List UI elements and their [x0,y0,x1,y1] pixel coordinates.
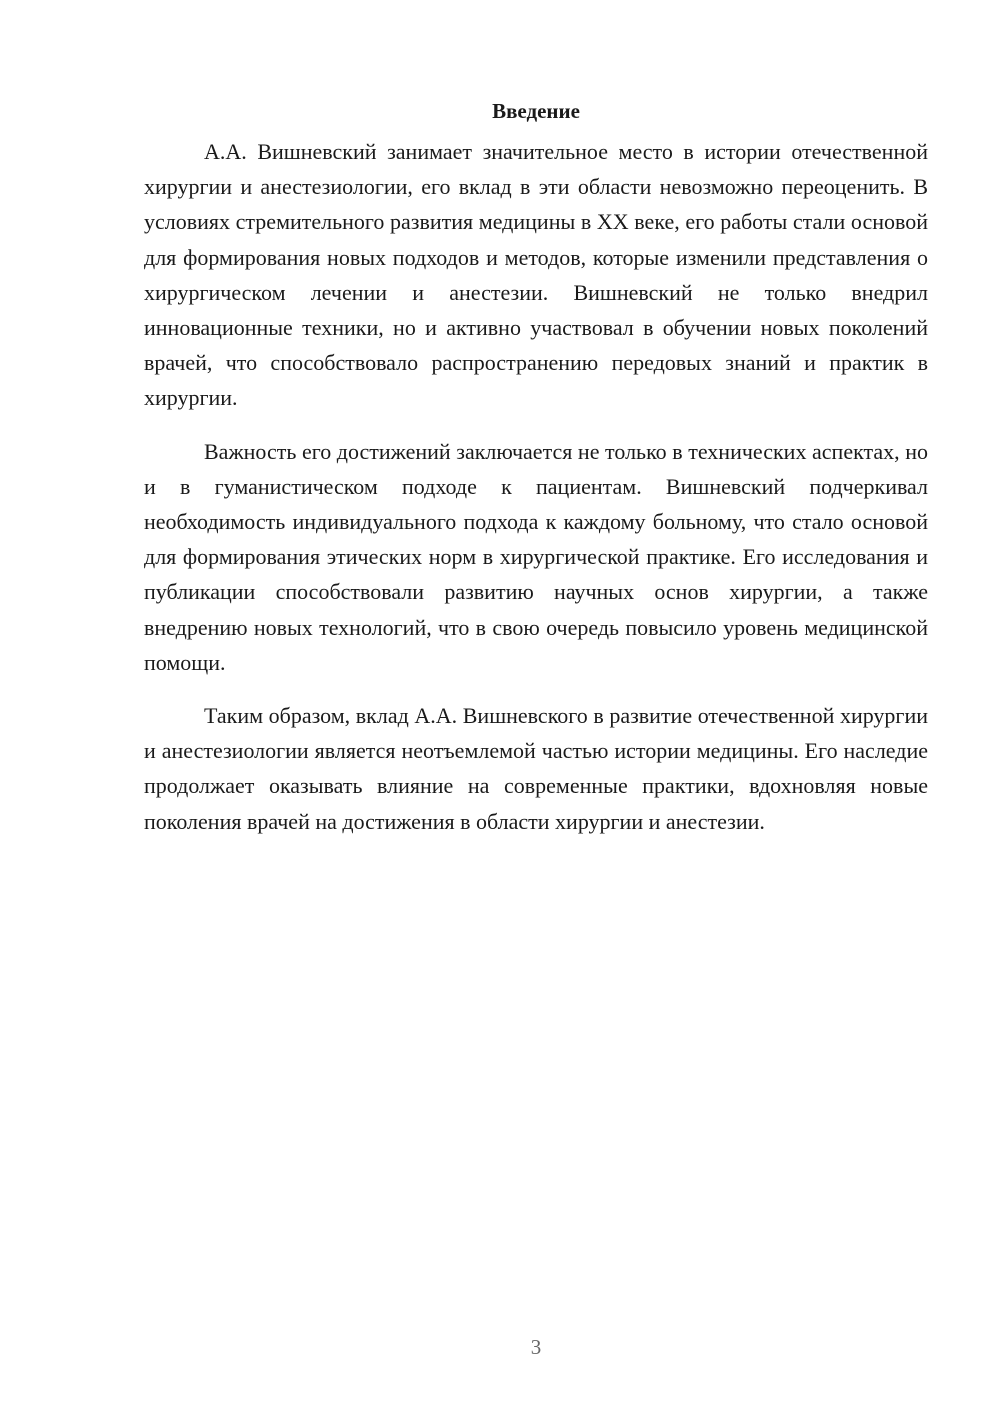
page-number: 3 [530,1335,542,1359]
paragraph-3: Таким образом, вклад А.А. Вишневского в развитие отечественной хирургии и анестезиологии является неотъемлемой частью истории медицины. Его наследие продолжает оказывать влияние на современные практики, вдохновляя новые поколения врачей на достижения в области хирургии и анестезии. [144,703,928,834]
page-content [144,96,928,857]
page-heading: Введение [492,99,580,123]
paragraph-1: А.А. Вишневский занимает значительное место в истории отечественной хирургии и анестезиологии, его вклад в эти области невозможно переоценить. В условиях стремительного развития медицины в XX веке, его работы стали основой для формирования новых подходов и методов, которые изменили представления о хирургическом лечении и анестезии. Вишневский не только внедрил инновационные техники, но и активно участвовал в обучении новых поколений врачей, что способствовало распространению передовых знаний и практик в хирургии. [144,139,928,411]
paragraph-2: Важность его достижений заключается не только в технических аспектах, но и в гуманистическом подходе к пациентам. Вишневский подчеркивал необходимость индивидуального подхода к каждому больному, что стало основой для формирования этических норм в хирургической практике. Его исследования и публикации способствовали развитию научных основ хирургии, а также внедрению новых технологий, что в свою очередь повысило уровень медицинской помощи. [144,438,928,675]
